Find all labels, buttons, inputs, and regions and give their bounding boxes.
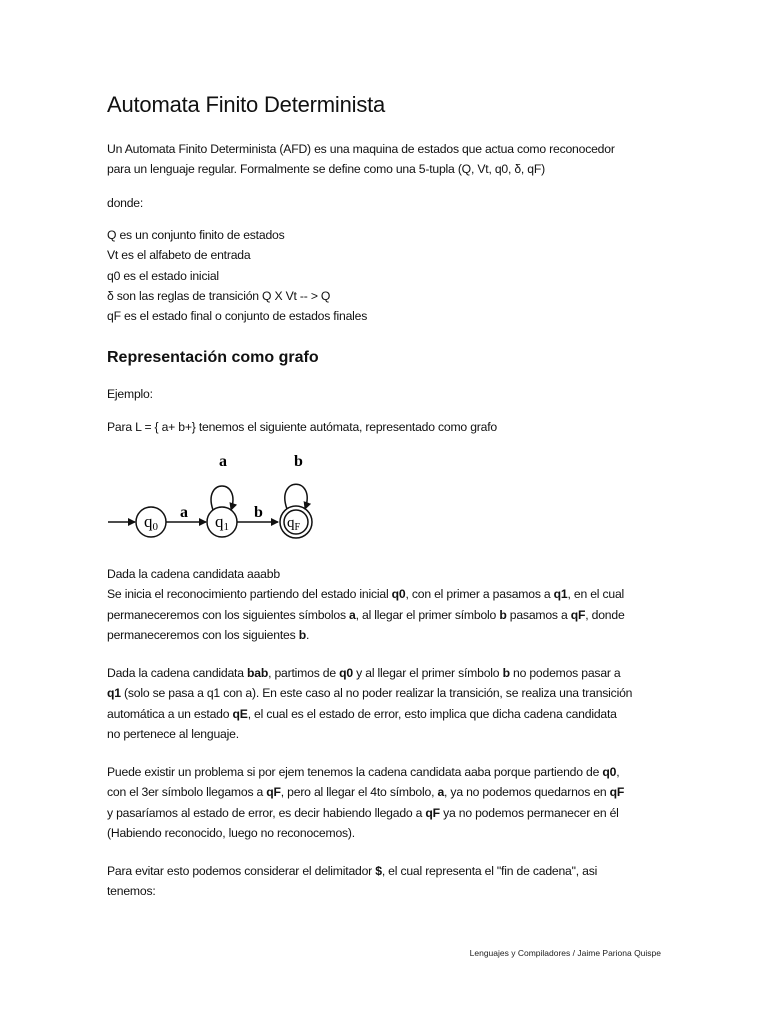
case1-text: , al llegar el primer símbolo: [355, 607, 500, 622]
svg-text:q1: q1: [215, 512, 229, 533]
definition-item: Vt es el alfabeto de entrada: [107, 248, 251, 263]
case3-text: ,: [616, 765, 620, 779]
symbol-ref: b: [502, 666, 510, 680]
case1-text: , donde: [585, 607, 625, 622]
state-ref: qF: [609, 785, 625, 800]
case3-text: y pasaríamos al estado de error, es decir habiendo llegado a: [107, 805, 426, 820]
ejemplo-label: Ejemplo:: [107, 387, 153, 401]
case1-text: .: [305, 627, 310, 642]
case2-text: y al llegar el primer símbolo: [352, 666, 503, 680]
case3-text: (Habiendo reconocido, luego no reconocemos).: [107, 825, 355, 840]
candidate-string: bab: [247, 666, 269, 680]
case-aaabb-paragraph: [107, 564, 625, 645]
case4-text: tenemos:: [107, 884, 156, 899]
delimiter-symbol: $: [375, 864, 382, 878]
definition-item: δ son las reglas de transición Q X Vt -- > Q: [107, 288, 331, 303]
loop-label-a: a: [219, 453, 227, 470]
case2-text: , el cual es el estado de error, esto implica que dicha cadena candidata: [247, 706, 617, 721]
case3-text: ya no podemos permanecer en él: [439, 805, 619, 820]
case1-text: Se inicia el reconocimiento partiendo del estado inicial: [107, 587, 392, 602]
symbol-ref: a: [437, 785, 445, 800]
case-aaba-paragraph: [107, 762, 624, 843]
donde-label: donde:: [107, 196, 144, 210]
state-ref: q0: [339, 666, 353, 680]
case2-text: no podemos pasar a: [509, 666, 621, 680]
state-ref: q0: [602, 765, 617, 779]
case1-text: pasamos a: [506, 607, 571, 622]
case1-text: , en el cual: [567, 587, 625, 602]
case-bab-paragraph: [107, 663, 632, 744]
state-ref: q0: [391, 587, 406, 602]
intro-line-2: para un lenguaje regular. Formalmente se define como una 5-tupla (Q, Vt, q0, δ, qF): [107, 162, 545, 177]
definition-item: qF es el estado final o conjunto de estados finales: [107, 309, 368, 324]
case2-text: Dada la cadena candidata: [107, 666, 248, 680]
state-ref: qE: [232, 706, 248, 721]
document-title: Automata Finito Determinista: [107, 92, 386, 117]
case3-text: , ya no podemos quedarnos en: [444, 785, 610, 800]
automaton-diagram: [104, 450, 324, 550]
case2-text: (solo se pasa a q1 con a). En este caso al no poder realizar la transición, se realiza una transición: [120, 686, 633, 701]
symbol-ref: b: [499, 607, 507, 622]
svg-text:qF: $q_F$: [287, 515, 301, 533]
definition-item: Q es un conjunto finito de estados: [107, 228, 285, 242]
section-heading: Representación como grafo: [107, 349, 319, 366]
case1-text: permaneceremos con los siguientes: [107, 627, 299, 642]
symbol-ref: a: [349, 607, 356, 622]
case4-text: Para evitar esto podemos considerar el delimitador: [107, 864, 376, 878]
case1-intro: Dada la cadena candidata: [107, 567, 248, 581]
delimiter-paragraph: [107, 861, 597, 902]
case2-text: , partimos de: [268, 666, 340, 680]
state-ref: qF: [266, 785, 281, 800]
intro-paragraph: [107, 139, 615, 180]
state-qF: [280, 506, 312, 538]
loop-label-b: b: [294, 453, 303, 470]
state-ref: qF: [570, 607, 586, 622]
transition-label-a: a: [180, 504, 188, 521]
page-footer: Lenguajes y Compiladores / Jaime Pariona Quispe: [469, 948, 661, 958]
para-sentence: Para L = { a+ b+} tenemos el siguiente autómata, representado como grafo: [107, 420, 497, 434]
transition-label-b: b: [254, 504, 263, 521]
case2-text: automática a un estado: [107, 706, 233, 721]
case3-text: Puede existir un problema si por ejem tenemos la cadena candidata aaba porque partiendo de: [107, 765, 603, 779]
case1-text: , con el primer a pasamos a: [405, 587, 554, 602]
state-q0: [136, 507, 166, 537]
state-q1: [207, 507, 237, 537]
case3-text: con el 3er símbolo llegamos a: [107, 785, 267, 800]
definition-item: q0 es el estado inicial: [107, 268, 219, 283]
state-ref: q1: [107, 686, 121, 701]
case3-text: , pero al llegar el 4to símbolo,: [280, 785, 438, 800]
case4-text: , el cual representa el "fin de cadena", asi: [381, 864, 598, 878]
case2-text: no pertenece al lenguaje.: [107, 726, 239, 741]
case1-text: permaneceremos con los siguientes símbolos: [107, 607, 350, 622]
definitions-list: [107, 225, 367, 326]
symbol-ref: b: [298, 627, 306, 642]
state-ref: q1: [553, 587, 568, 602]
svg-text:q0: q0: [144, 512, 158, 533]
candidate-string: aaabb: [247, 567, 280, 581]
intro-line-1: Un Automata Finito Determinista (AFD) es una maquina de estados que actua como reconocedor: [107, 142, 615, 156]
state-ref: qF: [425, 805, 440, 820]
